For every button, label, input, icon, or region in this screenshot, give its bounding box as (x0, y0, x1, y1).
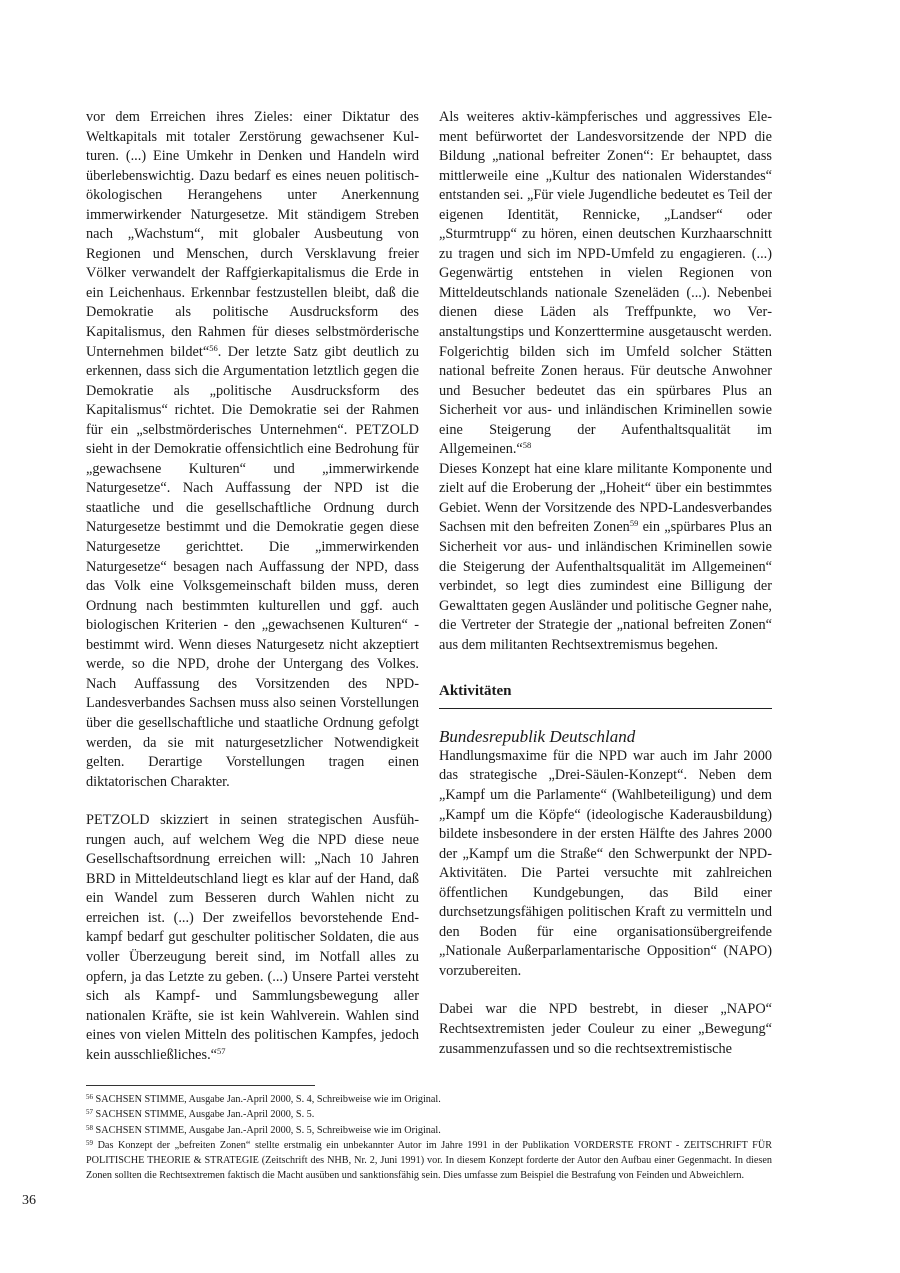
footnote-ref[interactable]: 59 (629, 518, 639, 529)
paragraph: PETZOLD skizziert in seinen strategischen Ausführungen auch, auf welchem Weg die NPD diese neue Gesellschaftsordnung erreichen will: „Nach 10 Jahren BRD in Mitteldeutschland liegt es klar auf der Hand, daß ein Wandel zum Besseren durch Wahlen nicht zu erreichen ist. (...) Der zweifellos bevorstehende Endkampf bedarf gut geschulter politischer Soldaten, die aus voller Überzeugung bereit sind, im Notfall alles zu opfern, ja das Letzte zu geben. (...) Unsere Partei versteht sich als Kampf- und Sammlungsbewegung aller nationalen Kräfte, sie ist kein Wahlverein. Wahlen sind eines von vielen Mitteln des politischen Kampfes, jedoch kein ausschließliches.“$^{57}$ (86, 812, 419, 1063)
footnote: $^{56}$ SACHSEN STIMME, Ausgabe Jan.-April 2000, S. 4, Schreibweise wie im Original. (86, 1093, 441, 1105)
footnote: $^{59}$ Das Konzept der „befreiten Zonen“ stellte erstmalig ein unbekannter Autor im Jahre 1991 in der Publikation VORDERSTE FRONT - ZEITSCHRIFT FÜR POLITISCHE THEORIE & STRATEGIE (Zeitschrift des NHB, Nr. 2, Juni 1991) vor. In diesem Konzept forderte der Autor den Aufbau einer Gegenmacht. In diesen Zonen sollten die Rechtsextremen faktisch die Macht ausüben und sanktionsfähig sein. Dies umfasse zum Beispiel die Bestrafung von Feinden und Abweichlern. (86, 1138, 773, 1182)
paragraph: Als weiteres aktiv-kämpferisches und aggressives Element befürwortet der Landesvorsitzende der NPD die Bildung „national befreiter Zonen“: Er behauptet, dass mittlerweile eine „Kultur des nationalen Widerstandes“ entstanden sei. „Für viele Jugendliche bedeutet es Teil der eigenen Identität, Rennicke, „Landser“ oder „Sturmtrupp“ zu hören, einen deutschen Kurzhaarschnitt zu tragen und sich im NPD-Umfeld zu engagieren. (...) Gegenwärtig entstehen in vielen Regionen von Mitteldeutschlands nationale Szeneläden (...). Nebenbei dienen diese Läden als Treffpunkte, wo Veranstaltungstips und Konzerttermine ausgetauscht werden. Folgerichtig bilden sich im Umfeld solcher Stätten national befreite Zonen heraus. Für deutsche Anwohner und Besucher bedeutet das ein spürbares Plus an Sicherheit vor aus- und inländischen Kriminellen sowie eine Steigerung der Aufenthaltsqualität im Allgemeinen.“$^{58}$ (439, 109, 772, 458)
paragraph: Dabei war die NPD bestrebt, in dieser „NAPO“ Rechtsextremisten jeder Couleur zu einer „Bewegung“ zusammenzufassen und so die rechtsextremistische (439, 1001, 772, 1057)
paragraph: Handlungsmaxime für die NPD war auch im Jahr 2000 das strategische „Drei-Säulen-Konzept“. Neben dem „Kampf um die Parlamente“ (Wahlbeteiligung) und dem „Kampf um die Köpfe“ (ideologische Kaderausbildung) bildete insbesondere in der ersten Hälfte des Jahres 2000 der „Kampf um die Straße“ den Schwerpunkt der NPD-Aktivitäten. Die Partei versuchte mit zahlreichen öffentlichen Kundgebungen, das Bild einer durchsetzungsfähigen politischen Kraft zu vermitteln und den Boden für eine organisationsübergreifende „Nationale Außerparlamentarische Opposition“ (NAPO) vorzubereiten. (439, 747, 772, 979)
footnote-divider (86, 1085, 315, 1086)
paragraph: vor dem Erreichen ihres Zieles: einer Diktatur des Weltkapitals mit totaler Zerstörung gewachsener Kulturen. (...) Eine Umkehr in Denken und Handeln wird überlebenswichtig. Dazu bedarf es eines neuen politisch-ökologischen Herangehens unter Anerkennung immerwirkender Naturgesetze. Mit ständigem Streben nach „Wachstum“, mit globaler Ausbeutung von Regionen und Menschen, durch Versklavung freier Völker verwandelt der Raffgierkapitalismus die Erde in ein Leichenhaus. Erkennbar festzustellen bleibt, daß die Demokratie als politische Ausdrucksform des Kapitalismus, den Rahmen für dieses selbstmörderische Unternehmen bildet“$^{56}$. Der letzte Satz gibt deutlich zu erkennen, dass sich die Argumentation letztlich gegen die Demokratie als „politische Ausdrucksform des Kapitalismus“ richtet. Die Demokratie sei der Rahmen für ein „selbstmörderisches Unternehmen“. PETZOLD sieht in der Demokratie offensichtlich eine Bedrohung für „gewachsene Kulturen“ und „immerwirkende Naturgesetze“. Nach Auffassung der NPD ist die staatliche und die gesellschaftliche Ordnung durch Naturgesetze bestimmt und die Demokratie gegen diese Naturgesetze gerichttet. Die „immerwirkenden Naturgesetze“ besagen nach Auffassung der NPD, dass das Volk eine Volksgemeinschaft bilden muss, deren Ordnung nach bestimmten kulturellen und ggf. auch biologischen Kriterien - den „gewachsenen Kulturen“ - bestimmt wird. Wenn dieses Naturgesetz nicht akzeptiert werde, so die NPD, drohe der Untergang des Volkes. Nach Auffassung des Vorsitzenden des NPD-Landesverbandes Sachsen muss also seinen Vorstellungen über die gesellschaftliche und staatliche Ordnung gefolgt werden, da sie mit naturgesetzlicher Notwendigkeit gelten. Derartige Vorstellungen tragen einen diktatorischen Charakter. (86, 109, 419, 790)
section-heading: Aktivitäten (439, 682, 772, 709)
right-column (439, 108, 772, 1059)
subsection-heading: Bundesrepublik Deutschland (439, 726, 636, 746)
footnote-ref[interactable]: 56 (209, 342, 218, 353)
page-number: 36 (22, 1193, 36, 1208)
footnote-ref[interactable]: 57 (217, 1045, 226, 1056)
footnotes (86, 1092, 772, 1184)
footnote: $^{57}$ SACHSEN STIMME, Ausgabe Jan.-April 2000, S. 5. (86, 1108, 315, 1121)
footnote: $^{58}$ SACHSEN STIMME, Ausgabe Jan.-April 2000, S. 5, Schreibweise wie im Original. (86, 1123, 441, 1136)
left-column (86, 108, 419, 1065)
paragraph: Dieses Konzept hat eine klare militante Komponente und zielt auf die Eroberung der „Hoheit“ über ein bestimmtes Gebiet. Wenn der Vorsitzende des NPD-Landesverbandes Sachsen mit den befreiten Zonen$^{59}$ ein „spürbares Plus an Sicherheit vor aus- und inländischen Kriminellen sowie die Steigerung der Aufenthaltsqualität im Allgemeinen“ verbindet, so legt dies zumindest eine Billigung der Gewalttaten gegen Ausländer und politische Gegner nahe, die Vertreter der Strategie der „national befreiten Zonen“ aus dem militanten Rechtsextremismus begehen. (439, 460, 772, 653)
footnote-ref[interactable]: 58 (522, 440, 532, 451)
